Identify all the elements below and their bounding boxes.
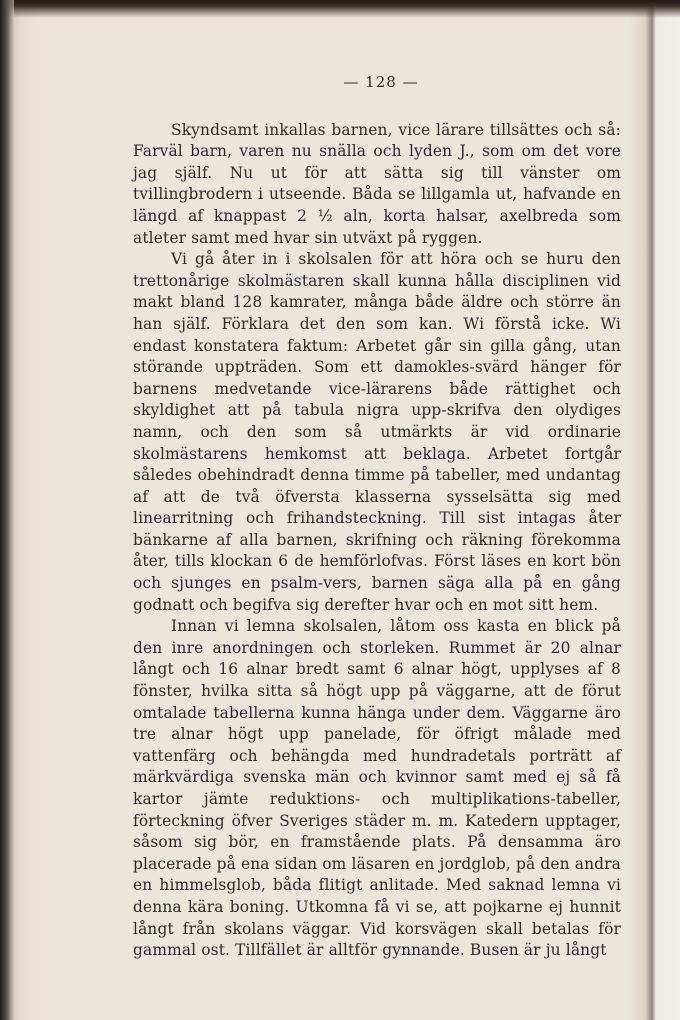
page-top-shadow (0, 0, 680, 18)
book-binding-edge (0, 0, 14, 1020)
page-body (133, 72, 621, 962)
paragraph-2: Vi gå åter in i skolsalen för att höra och se huru den trettonårige skolmästaren skall kunna hålla disciplinen vid makt bland 128 kamrater, många både äldre och större än han själf. Förklara det den som kan. Wi förstå icke. Wi endast konstatera faktum: Arbetet går sin gilla gång, utan störande uppträden. Som ett damokles-svärd hänger för barnens medvetande vice-lärarens både rättighet och skyldighet att på tabula nigra upp-skrifva den olydiges namn, och den som så utmärkts är vid ordinarie skolmästarens hemkomst att beklaga. Arbetet fortgår således obehindradt denna timme på tabeller, med undantag af att de två öfversta klasserna sysselsätta sig med linearritning och frihandsteckning. Till sist intagas åter bänkarne af alla barnen, skrifning och räkning förekomma åter, tills klockan 6 de hemförlofvas. Först läses en kort bön och sjunges en psalm-vers, barnen säga alla på en gång godnatt och begifva sig derefter hvar och en mot sitt hem. (133, 250, 621, 614)
page-number-header: — 128 — (343, 73, 419, 91)
paragraph-1: Skyndsamt inkallas barnen, vice lärare tillsättes och så: Farväl barn, varen nu snälla och lyden J., som om det vore jag själf. Nu ut för att sätta sig till vänster om tvillingbrodern i utseende. Båda se lillgamla ut, hafvande en längd af knappast 2 ½ aln, korta halsar, axelbreda som atleter samt med hvar sin utväxt på ryggen. (133, 120, 621, 247)
paragraph-3: Innan vi lemna skolsalen, låtom oss kasta en blick på den inre anordningen och storleken. Rummet är 20 alnar långt och 16 alnar bredt samt 6 alnar högt, upplyses af 8 fönster, hvilka sitta så högt upp på väggarne, att de förut omtalade tabellerna kunna hänga under dem. Väggarne äro tre alnar högt upp panelade, för öfrigt målade med vattenfärg och behängda med hundradetals porträtt af märkvärdiga svenska män och kvinnor samt med ej så få kartor jämte reduktions- och multiplikations-tabeller, förteckning öfver Sveriges städer m. m. Katedern upptager, såsom sig bör, en framstående plats. På densamma äro placerade på ena sidan om läsaren en jordglob, på den andra en himmelsglob, båda flitigt anlitade. Med saknad lemna vi denna kära boning. Utkomna få vi se, att pojkarne ej hunnit långt från skolans väggar. Vid korsvägen skall betalas för gammal ost. Tillfället är alltför gynnande. Busen är ju långt (133, 617, 621, 960)
